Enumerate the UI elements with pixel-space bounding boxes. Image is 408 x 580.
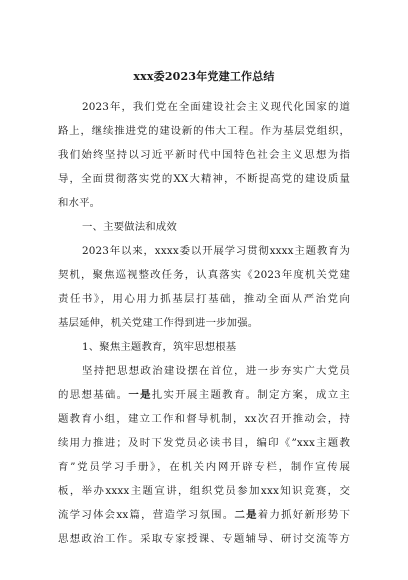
paragraph-line: 思想政治工作。采取专家授课、专题辅导、研讨交流等方 <box>58 533 350 545</box>
paragraph-line: 板，举办xxxx主题宣讲，组织党员参加xxx知识竞赛，交 <box>58 485 350 497</box>
paragraph-text: 扎实开展主题教育。制定方案，成立主 <box>151 389 350 401</box>
bold-marker-two: 二是 <box>234 509 258 521</box>
subsection-heading: 1、聚焦主题教育，筑牢思想根基 <box>82 341 237 353</box>
paragraph-line: 续用力推进；及时下发党员必读书目，编印《”xxx主题教 <box>58 437 350 449</box>
paragraph-line: 责任书》，用心用力抓基层打基础，推动全面从严治党向 <box>58 293 350 305</box>
paragraph-line: 我们始终坚持以习近平新时代中国特色社会主义思想为指 <box>58 149 350 161</box>
section-heading: 一、主要做法和成效 <box>82 221 177 233</box>
bold-marker-one: 一是 <box>128 389 152 401</box>
paragraph-line <box>58 389 350 401</box>
paragraph-line: 基层延伸，机关党建工作得到进一步加强。 <box>58 317 259 329</box>
paragraph-line: 2023年以来，xxxx委以开展学习贯彻xxxx主题教育为 <box>82 245 350 257</box>
paragraph-line: 导，全面贯彻落实党的XX大精神，不断提高党的建设质量 <box>58 173 350 185</box>
paragraph-line: 2023年，我们党在全面建设社会主义现代化国家的道 <box>82 101 350 113</box>
paragraph-text: 的思想基础。 <box>58 389 129 401</box>
paragraph-line <box>58 509 350 521</box>
paragraph-line: 题教育小组，建立工作和督导机制，xx次召开推动会，持 <box>58 413 350 425</box>
document-title: xxx委2023年党建工作总结 <box>133 70 275 83</box>
paragraph-line: 育”党员学习手册》，在机关内网开辟专栏，制作宣传展 <box>58 461 350 473</box>
paragraph-line: 路上，继续推进党的建设新的伟大工程。作为基层党组织， <box>58 125 350 137</box>
paragraph-line: 和水平。 <box>58 197 101 209</box>
paragraph-text: 流学习体会xx篇，营造学习氛围。 <box>58 509 235 521</box>
paragraph-line: 契机，聚焦巡视整改任务，认真落实《2023年度机关党建 <box>58 269 350 281</box>
paragraph-line: 坚持把思想政治建设摆在首位，进一步夯实广大党员 <box>82 365 350 377</box>
paragraph-text: 着力抓好新形势下 <box>257 509 350 521</box>
